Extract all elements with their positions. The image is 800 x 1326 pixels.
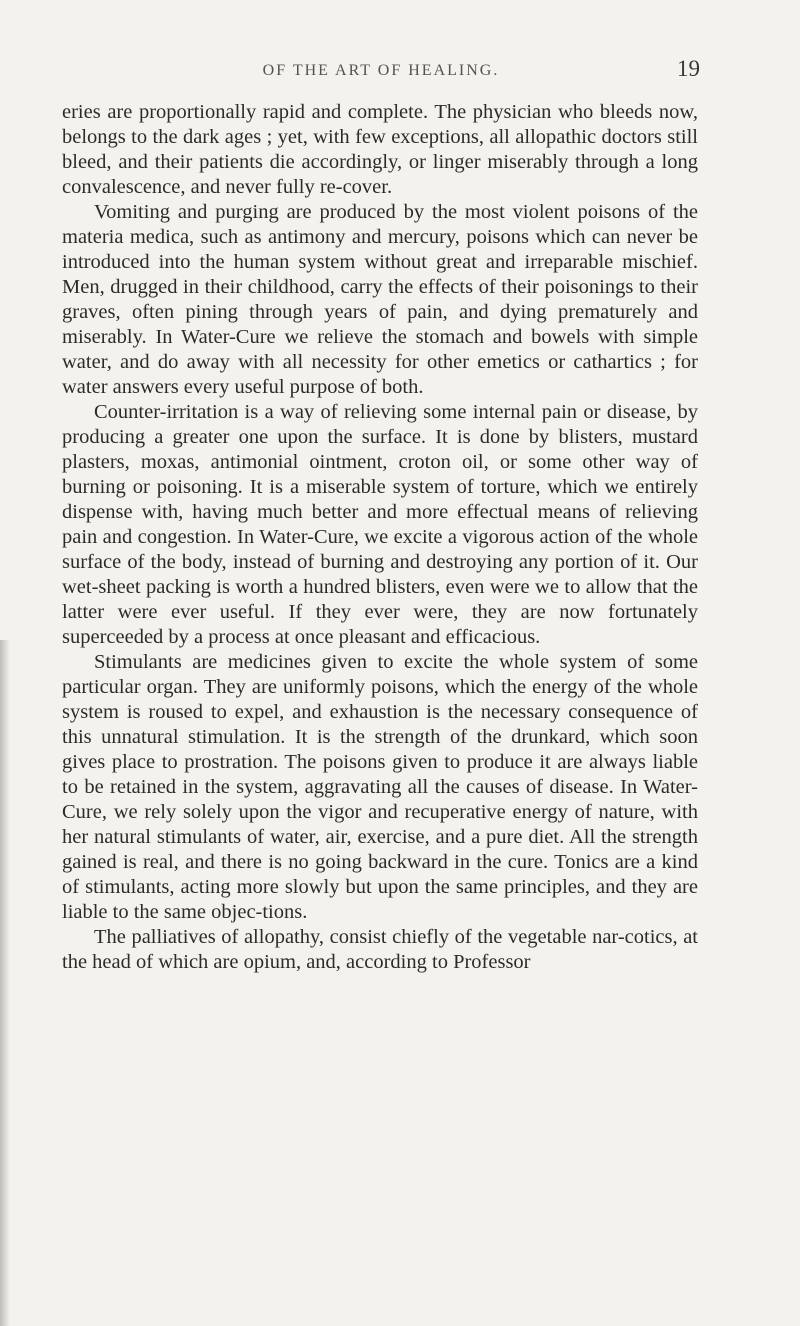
paragraph-palliatives: The palliatives of allopathy, consist chiefly of the vegetable nar-cotics, at the head of which are opium, and, according to Professor xyxy=(62,926,698,973)
body-text xyxy=(62,100,698,975)
paragraph-stimulants: Stimulants are medicines given to excite the whole system of some particular organ. They are uniformly poisons, which the energy of the whole system is roused to expel, and exhaustion is the necessary consequence of this unnatural stimulation. It is the strength of the drunkard, which soon gives place to prostration. The poisons given to produce it are always liable to be retained in the system, aggravating all the causes of disease. In Water-Cure, we rely solely upon the vigor and recuperative energy of nature, with her natural stimulants of water, air, exercise, and a pure diet. All the strength gained is real, and there is no going backward in the cure. Tonics are a kind of stimulants, acting more slowly but upon the same principles, and they are liable to the same objec-tions. xyxy=(62,651,698,923)
page-edge-shadow xyxy=(0,640,10,1326)
paragraph-vomiting-purging: Vomiting and purging are produced by the most violent poisons of the materia medica, such as antimony and mercury, poisons which can never be introduced into the human system without great and irreparable mischief. Men, drugged in their childhood, carry the effects of their poisonings to their graves, often pining through years of pain, and dying prematurely and miserably. In Water-Cure we relieve the stomach and bowels with simple water, and do away with all necessity for other emetics or cathartics ; for water answers every useful purpose of both. xyxy=(62,201,698,398)
page-number: 19 xyxy=(677,56,700,81)
paragraph-bleeding: eries are proportionally rapid and complete. The physician who bleeds now, belongs to the dark ages ; yet, with few exceptions, all allopathic doctors still bleed, and their patients die accordingly, or linger miserably through a long convalescence, and never fully re-cover. xyxy=(62,101,698,198)
paragraph-counter-irritation: Counter-irritation is a way of relieving some internal pain or disease, by producing a greater one upon the surface. It is done by blisters, mustard plasters, moxas, antimonial ointment, croton oil, or some other way of burning or poisoning. It is a miserable system of torture, which we entirely dispense with, having much better and more effectual means of relieving pain and congestion. In Water-Cure, we excite a vigorous action of the whole surface of the body, instead of burning and destroying any portion of it. Our wet-sheet packing is worth a hundred blisters, even were we to allow that the latter were ever useful. If they ever were, they are now fortunately superceeded by a process at once pleasant and efficacious. xyxy=(62,401,698,648)
running-title: OF THE ART OF HEALING. xyxy=(262,62,500,79)
running-header xyxy=(62,50,700,84)
